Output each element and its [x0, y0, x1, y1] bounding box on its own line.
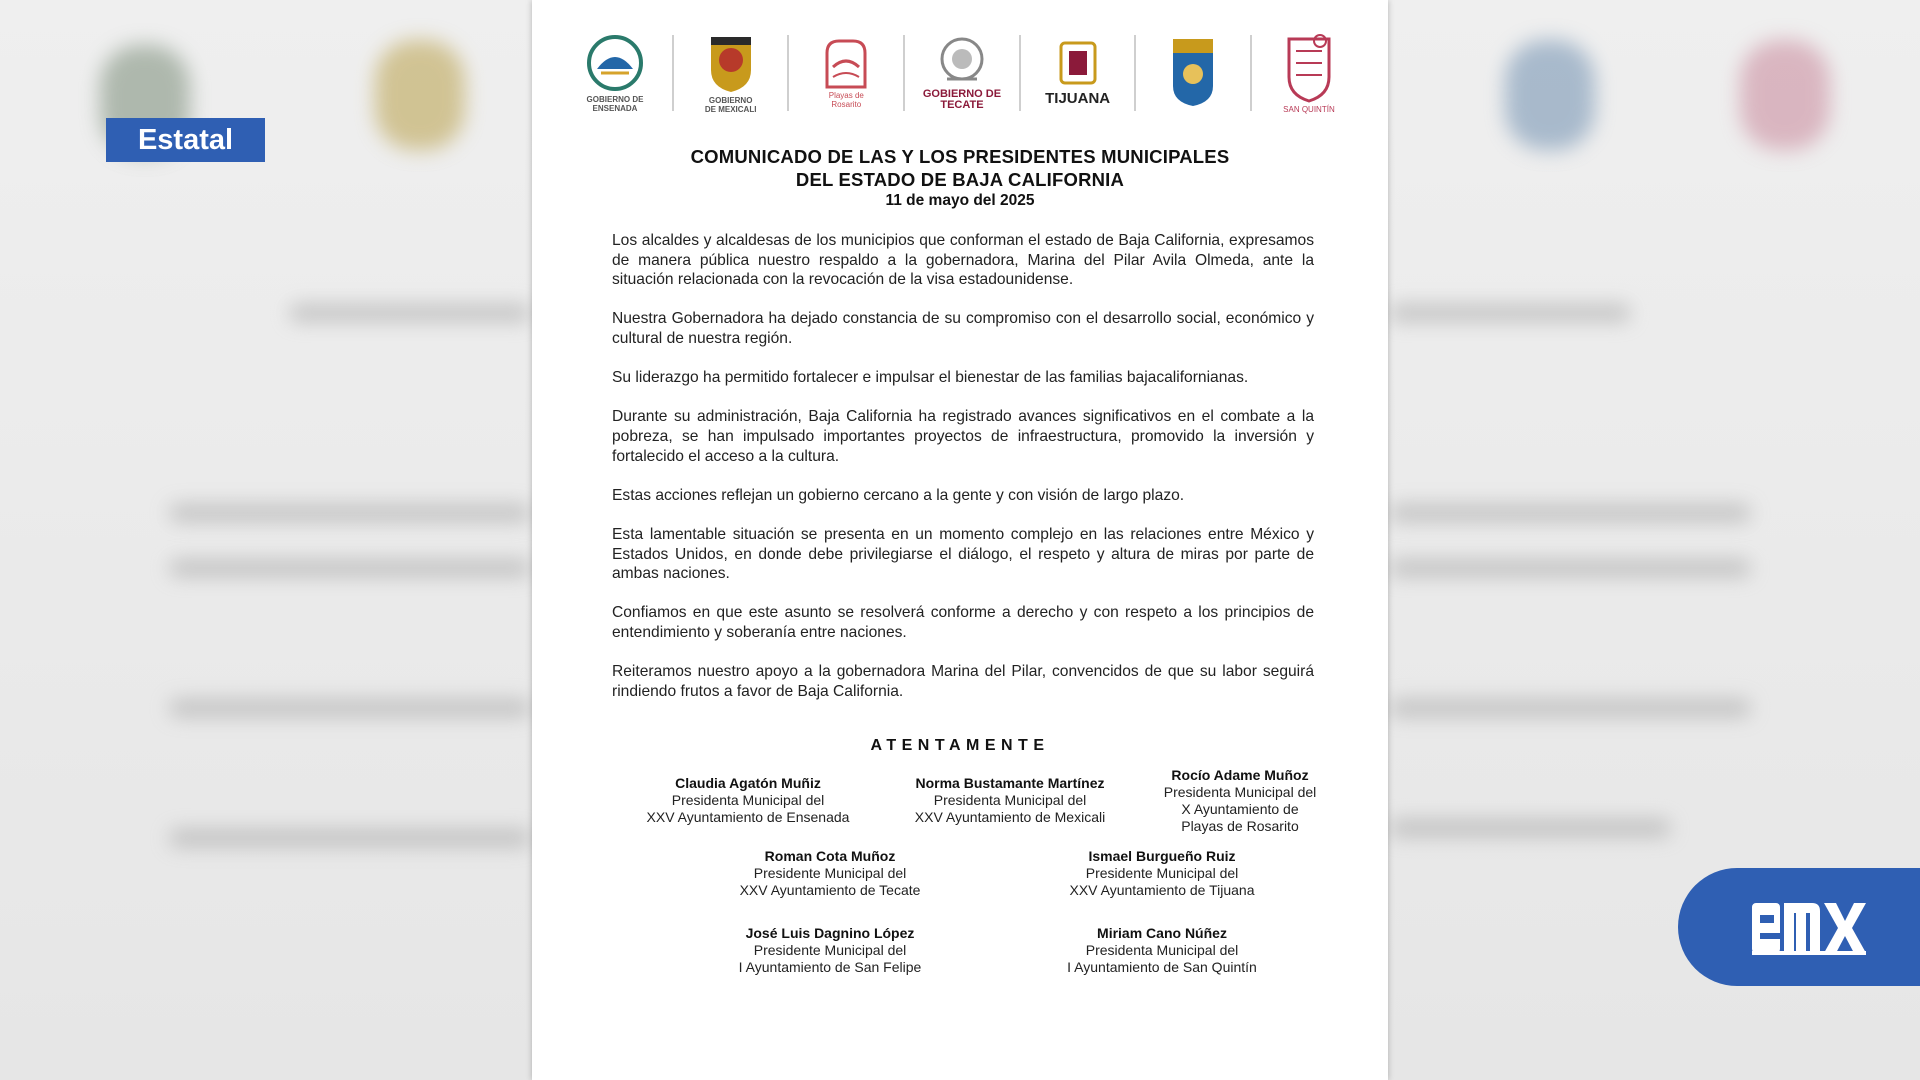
divider	[1250, 35, 1252, 111]
blurred-text	[1390, 820, 1670, 836]
signatory-entity: X Ayuntamiento de	[1181, 801, 1299, 817]
blurred-logo	[1505, 40, 1595, 150]
signatory-name: Miriam Cano Núñez	[1097, 925, 1227, 941]
signatory-entity: I Ayuntamiento de San Quintín	[1067, 959, 1257, 975]
category-tag[interactable]: Estatal	[106, 118, 265, 162]
san-quintin-logo-label: SAN QUINTÍN	[1283, 105, 1335, 114]
paragraph: Estas acciones reflejan un gobierno cercano a la gente y con visión de largo plazo.	[612, 486, 1185, 504]
signature-block	[670, 925, 990, 976]
blurred-text	[290, 305, 530, 321]
paragraph: Durante su administración, Baja California ha registrado avances significativos en el combate a la pobreza, se han impulsado importantes proyectos de infraestructura, promovido la inversión y fortalecido el acceso a la cultura.	[612, 408, 1314, 465]
paragraph: Nuestra Gobernadora ha dejado constancia de su compromiso con el desarrollo social, económico y cultural de nuestra región.	[612, 310, 1314, 347]
signatory-name: Roman Cota Muñoz	[764, 848, 896, 864]
signatory-entity: I Ayuntamiento de San Felipe	[738, 959, 922, 975]
rosarito-logo-label: Playas de Rosarito	[828, 90, 864, 109]
signatory-role: Presidenta Municipal del	[1163, 784, 1317, 800]
tecate-logo	[919, 35, 1005, 111]
signatory-name: Claudia Agatón Muñiz	[675, 775, 821, 791]
divider	[1019, 35, 1021, 111]
signature-block	[1002, 925, 1322, 976]
signatory-role: Presidenta Municipal del	[933, 792, 1087, 808]
signatory-entity: XXV Ayuntamiento de Tecate	[739, 882, 921, 898]
blurred-logo	[1740, 40, 1830, 150]
closing-atentamente: ATENTAMENTE	[870, 737, 1050, 754]
blurred-logo	[375, 40, 465, 150]
signatory-name: Norma Bustamante Martínez	[915, 775, 1105, 791]
blurred-text	[1390, 305, 1630, 321]
document-body	[612, 231, 1314, 721]
tijuana-logo	[1035, 39, 1121, 107]
signatory-role: Presidente Municipal del	[1085, 865, 1239, 881]
emx-logo[interactable]	[1678, 868, 1920, 986]
signatory-role: Presidenta Municipal del	[671, 792, 825, 808]
municipal-logos-row	[572, 25, 1352, 120]
san-felipe-logo	[1150, 36, 1236, 110]
signatory-role: Presidente Municipal del	[753, 865, 907, 881]
blurred-text	[170, 560, 530, 576]
rosarito-logo	[803, 37, 889, 109]
blurred-text	[170, 830, 530, 846]
press-release-document	[532, 0, 1388, 1080]
blurred-text	[1390, 560, 1750, 576]
mexicali-logo-label: GOBIERNO DE MEXICALI	[704, 95, 757, 114]
blurred-text	[170, 505, 530, 521]
signatory-entity: Playas de Rosarito	[1181, 818, 1299, 834]
tijuana-logo-label: TIJUANA	[1045, 89, 1111, 107]
paragraph: Esta lamentable situación se presenta en un momento complejo en las relaciones entre México y Estados Unidos, en donde debe privilegiarse el diálogo, el respeto y altura de miras por parte de ambas naciones.	[612, 525, 1314, 583]
signature-block	[670, 848, 990, 899]
blurred-text	[1390, 505, 1750, 521]
mexicali-logo	[688, 32, 774, 114]
document-date: 11 de mayo del 2025	[885, 192, 1035, 209]
emx-wordmark-icon	[1748, 895, 1870, 959]
document-title-line-1: COMUNICADO DE LAS Y LOS PRESIDENTES MUNICIPALES	[690, 146, 1230, 167]
signature-block	[1115, 767, 1365, 835]
document-header	[532, 145, 1388, 210]
blurred-text	[170, 700, 530, 716]
document-title-line-2: DEL ESTADO DE BAJA CALIFORNIA	[795, 169, 1125, 190]
signatory-role: Presidenta Municipal del	[1085, 942, 1239, 958]
signatory-entity: XXV Ayuntamiento de Tijuana	[1069, 882, 1255, 898]
paragraph: Los alcaldes y alcaldesas de los municipios que conforman el estado de Baja California, expresamos de manera pública nuestro respaldo a la gobernadora, Marina del Pilar Avila Olmeda, ante la situación relacionada con la revocación de la visa estadounidense.	[612, 232, 1314, 289]
tecate-logo-label: GOBIERNO DE TECATE	[922, 87, 1002, 111]
signature-block	[1002, 848, 1322, 899]
blurred-text	[1390, 700, 1750, 716]
paragraph: Confiamos en que este asunto se resolverá conforme a derecho y con respeto a los principios de entendimiento y soberanía entre naciones.	[612, 604, 1314, 641]
divider	[1134, 35, 1136, 111]
san-quintin-logo	[1266, 31, 1352, 114]
paragraph: Su liderazgo ha permitido fortalecer e impulsar el bienestar de las familias bajacalifornianas.	[612, 369, 1249, 387]
signatory-name: Ismael Burgueño Ruiz	[1088, 848, 1236, 864]
signatory-role: Presidente Municipal del	[753, 942, 907, 958]
signatory-entity: XXV Ayuntamiento de Ensenada	[646, 809, 850, 825]
divider	[903, 35, 905, 111]
signatory-name: Rocío Adame Muñoz	[1171, 767, 1309, 783]
divider	[672, 35, 674, 111]
divider	[787, 35, 789, 111]
ensenada-logo	[572, 33, 658, 113]
ensenada-logo-label: GOBIERNO DE ENSENADA	[586, 94, 644, 113]
signatory-name: José Luis Dagnino López	[745, 925, 915, 941]
signatory-entity: XXV Ayuntamiento de Mexicali	[914, 809, 1106, 825]
paragraph: Reiteramos nuestro apoyo a la gobernadora Marina del Pilar, convencidos de que su labor seguirá rindiendo frutos a favor de Baja California.	[612, 663, 1314, 700]
